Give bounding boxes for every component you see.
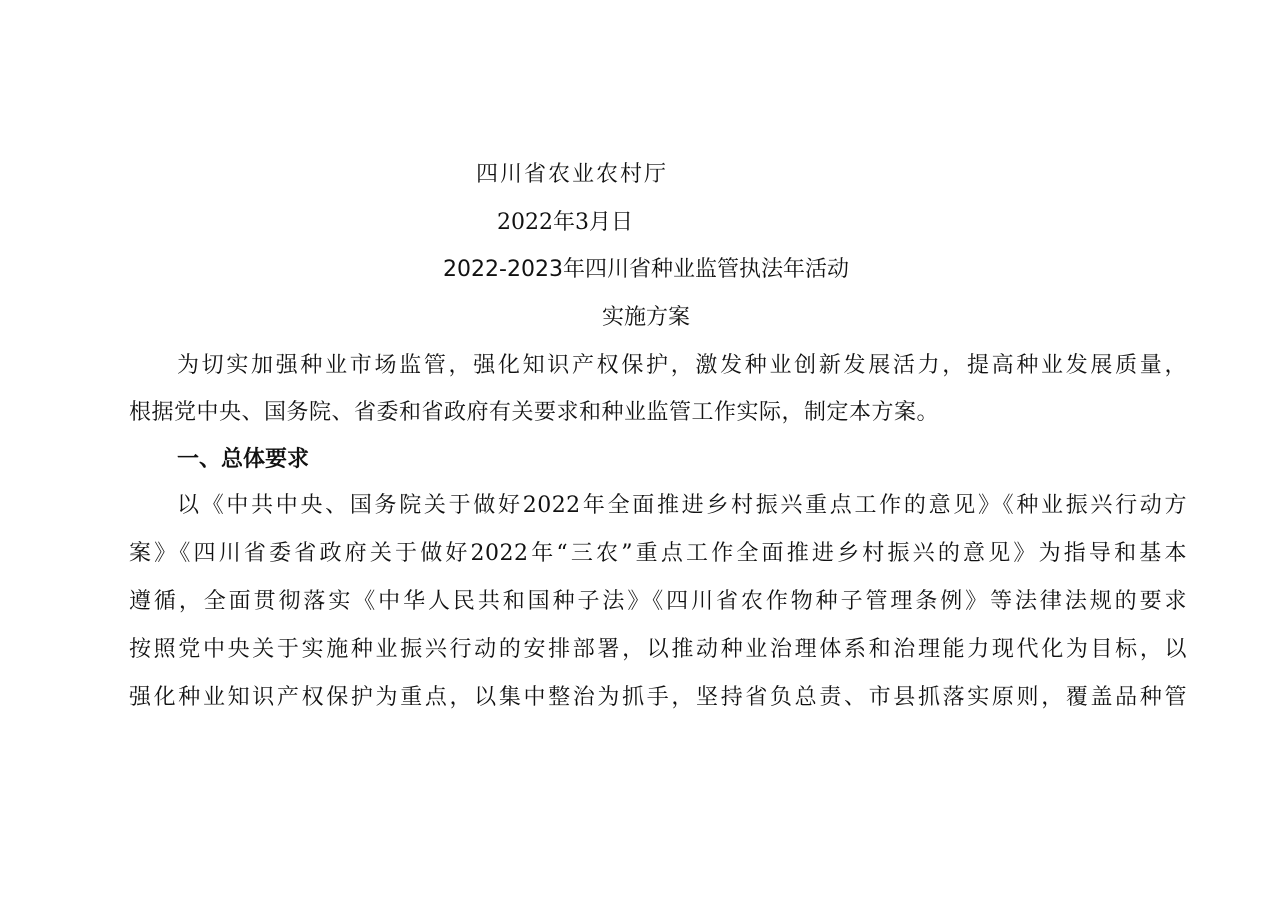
issue-date: 2022年3月日 [497,210,633,235]
document-subtitle: 实施方案 [601,305,690,330]
paragraph-2-line-1: 以《中共中央、国务院关于做好2022年全面推进乡村振兴重点工作的意见》《种业振兴行动方 [177,493,1187,518]
paragraph-1-line-2: 根据党中央、国务院、省委和省政府有关要求和种业监管工作实际，制定本方案。 [129,400,940,425]
paragraph-2-line-2: 案》《四川省委省政府关于做好2022年“三农”重点工作全面推进乡村振兴的意见》为指导和基本 [129,541,1187,566]
paragraph-2-line-3: 遵循，全面贯彻落实《中华人民共和国种子法》《四川省农作物种子管理条例》等法律法规的要求 [129,589,1187,614]
paragraph-2-line-4: 按照党中央关于实施种业振兴行动的安排部署，以推动种业治理体系和治理能力现代化为目标，以 [129,637,1187,662]
section-heading: 一、总体要求 [177,447,310,472]
paragraph-1-line-1: 为切实加强种业市场监管，强化知识产权保护，激发种业创新发展活力，提高种业发展质量， [177,353,1187,378]
issuer-name: 四川省农业农村厅 [476,162,669,187]
paragraph-2-line-5: 强化种业知识产权保护为重点，以集中整治为抓手，坚持省负总责、市县抓落实原则，覆盖品种管 [129,685,1187,710]
document-title: 2022-2023年四川省种业监管执法年活动 [443,257,849,282]
